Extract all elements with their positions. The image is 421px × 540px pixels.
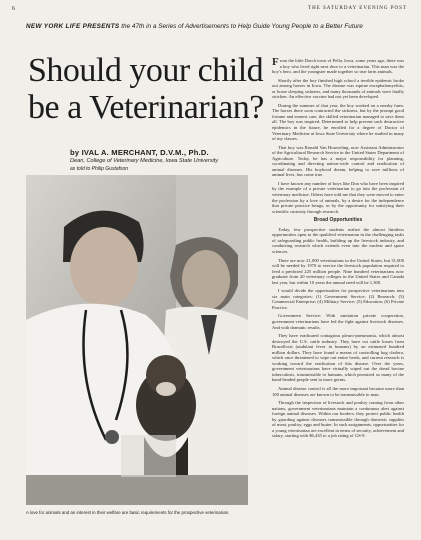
headline bbox=[28, 52, 264, 126]
headline-line-2: be a Veterinarian? bbox=[28, 89, 264, 126]
veterinarian-photo bbox=[26, 175, 248, 505]
article-paragraph: That boy was Ronald Van Houweling, now Assistant Administrator of the Agricultural Research Service in the United States Department of Agriculture. Today, he has a major responsibility for planning, coordinating and directing nation-wide control and eradication of animal diseases. His boyhood dream, helping to save millions of animal lives, has come true. bbox=[272, 144, 404, 178]
article-paragraph: Shortly after the boy finished high school a terrible epidemic broke out among horses in Iowa. The disease was equine encephalomyelitis, or horse sleeping sickness, and many thousands of animals were fatally stricken. An effective vaccine had not yet been developed. bbox=[272, 77, 404, 100]
article-paragraph: Today, few prospective students realize the almost limitless opportunities open to the qualified veterinarian in the challenging tasks of safeguarding public health, building up the livestock industry, and conducting research which extends even into the nuclear and space sciences. bbox=[272, 226, 404, 254]
photo-caption: A love for animals and an interest in their welfare are basic requirements for the prospective veterinarian. bbox=[26, 510, 230, 515]
veterinarian-photo-illustration bbox=[26, 175, 248, 505]
article-paragraph: There are now 21,000 veterinarians in the United States, but 31,000 will be needed by 1970 to service the livestock population required to feed a predicted 225 million people. Nine hundred veterinarians now graduate from 20 veterinary colleges in the United States and Canada last year, but within 10 years the annual need will be 1,300. bbox=[272, 257, 404, 285]
article-paragraph: Animal disease control is all the more important because more than 100 animal diseases are known to be transmissible to man. bbox=[272, 385, 404, 397]
series-text: the 47th in a Series of Advertisements to Help Guide Young People to a Better Future bbox=[121, 23, 363, 30]
headline-line-1: Should your child bbox=[28, 52, 264, 89]
article-paragraph: During the summer of that year, the boy worked on a nearby farm. The horses there soon contracted the sickness, but by the prompt good fortune and earnest care, the skilled veterinarian managed to save them all. The boy was inspired. Determined to help prevent such destructive epidemics in the future, he enrolled for a degree of Doctor of Veterinary Medicine at Iowa State University where he studied in many of my classes. bbox=[272, 102, 404, 142]
article-paragraph: I have known any number of boys like Don who have been inspired by the example of a private veterinarian to go into the profession of veterinary medicine. Others have told me that they were moved to enter the profession by a love of animals, by a desire for the independence that private practice brings, or by the opportunity for satisfying their scientific curiosity through research. bbox=[272, 180, 404, 214]
series-line bbox=[26, 23, 363, 30]
byline: by IVAL A. MERCHANT, D.V.M., Ph.D. bbox=[70, 148, 209, 157]
article-paragraph: They have eradicated contagious pleuro-pneumonia, which almost destroyed the U.S. cattle industry. They have cut cattle losses from Brucellosis (undulant fever in humans) by an estimated hundred million dollars. They have found a means of controlling hog cholera, which once threatened to wipe out entire herds, and current research is working toward the eradication of this disease. Over the years, government veterinarians have virtually wiped out the dread bovine tuberculosis, transmissible to humans, which promised so many of the hand-headed people sent to more germs. bbox=[272, 333, 404, 383]
article-column bbox=[272, 58, 404, 532]
article-paragraph: I would divide the opportunities for prospective veterinarians into six main categories: (1) Government Service; (2) Research; (3) Commercial Enterprise; (4) Military Service; (5) Education; (6) Private Practice. bbox=[272, 288, 404, 310]
section-heading: Broad Opportunities bbox=[313, 217, 363, 224]
article-paragraph: Government Service: With sanitation private cooperation, government veterinarians have led the fight against livestock diseases. And with dramatic results. bbox=[272, 313, 404, 330]
article-paragraph: From the little Dutch town of Pella, Iowa, some years ago, there was a boy who lived right next door to a veterinarian. This man was the boy's hero, and the youngster made together so true farm animals. bbox=[272, 58, 404, 75]
series-company: NEW YORK LIFE PRESENTS bbox=[26, 23, 120, 30]
told-to: as told to Philip Gustafson bbox=[70, 166, 129, 172]
page-number: 6 bbox=[12, 6, 15, 12]
author-title: Dean, College of Veterinary Medicine, Iowa State University bbox=[70, 158, 219, 164]
article-paragraph: Through the inspection of livestock and poultry coming from other nations, government veterinarians maintain a continuous alert against foreign animal diseases. Within our borders, they protect public health by guarding against diseases transmissible through domestic supplies of meat, poultry, eggs and butter. In such assignments, opportunities for a young veterinarian are excellent in terms of security, achievement and salary, starting with $6,435 to a job rating of GS-9. bbox=[272, 400, 404, 439]
masthead: THE SATURDAY EVENING POST bbox=[308, 6, 407, 11]
